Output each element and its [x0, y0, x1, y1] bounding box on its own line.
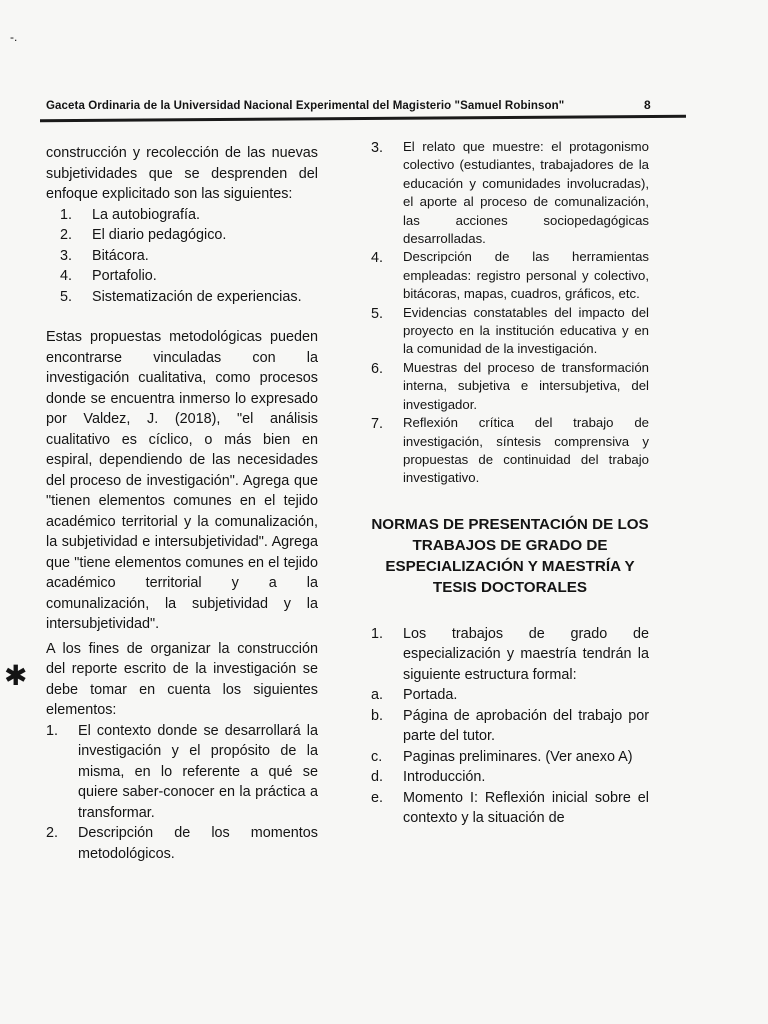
list-item: 2. El diario pedagógico. — [60, 227, 227, 243]
handwritten-asterisk-icon: ✱ — [4, 659, 28, 692]
list-item: d. Introducción. — [371, 769, 486, 786]
list-item: 1. El contexto donde se desarrollará la investigación y el propósito de la misma, en lo referente a qué se quiere saber-conocer en la práctica a transformar. — [46, 722, 318, 821]
list-item: 5. Sistematización de experiencias. — [60, 288, 302, 305]
page-header-title: Gaceta Ordinaria de la Universidad Nacional Experimental del Magisterio "Samuel Robinson" — [46, 100, 565, 112]
corner-mark: -. — [10, 30, 18, 44]
left-column — [46, 143, 318, 864]
list-item: e. Momento I: Reflexión inicial sobre el contexto y la situación de — [371, 789, 649, 827]
list-item: 3. El relato que muestre: el protagonismo colectivo (estudiantes, trabajadores de la educación y comunidades involucradas), el aporte al proceso de comunalización, las acciones sociopedagógicas desarrolladas. — [371, 139, 649, 247]
page-number: 8 — [644, 98, 651, 112]
methodology-paragraph: Estas propuestas metodológicas pueden encontrarse vinculadas con la investigación cualitativa, como procesos donde se encuentra inmerso lo expresado por Valdez, J. (2018), "el análisis cualitativo es cíclico, o más bien en espiral, dependiendo de las necesidades del proceso de investigación". Agrega que "tienen elementos comunes en el tejido académico territorial y la comunalización, la subjetividad e intersubjetividad". Agrega que "tiene elementos comunes en el tejido académico territorial y a la comunalización, la subjetividad y la intersubjetividad". — [46, 329, 318, 632]
header-rule — [40, 115, 686, 123]
section-heading: NORMAS DE PRESENTACIÓN DE LOS TRABAJOS DE GRADO DE ESPECIALIZACIÓN Y MAESTRÍA Y TESIS DOCTORALES — [371, 515, 649, 596]
list-item: 3. Bitácora. — [60, 247, 149, 264]
list-item: 4. Portafolio. — [60, 268, 157, 284]
list-item: 4. Descripción de las herramientas empleadas: registro personal y colectivo, bitácoras, mapas, cuadros, gráficos, etc. — [371, 249, 649, 302]
list-item: 7. Reflexión crítica del trabajo de investigación, síntesis comprensiva y propuestas de continuidad del trabajo investigativo. — [371, 415, 649, 486]
list-item: 2. Descripción de los momentos metodológicos. — [46, 825, 318, 862]
list-item: b. Página de aprobación del trabajo por parte del tutor. — [371, 707, 649, 745]
subjectivity-list — [46, 205, 318, 308]
report-elements-paragraph: A los fines de organizar la construcción del reporte escrito de la investigación se debe tomar en cuenta los siguientes elementos: — [46, 640, 318, 718]
list-item: 5. Evidencias constatables del impacto del proyecto en la institución educativa y en la comunidad de la investigación. — [371, 304, 649, 357]
list-item: 1. Los trabajos de grado de especialización y maestría tendrán la siguiente estructura formal: — [371, 625, 649, 683]
right-column — [371, 138, 649, 829]
intro-paragraph: construcción y recolección de las nuevas subjetividades que se desprenden del enfoque explicitado son las siguientes: — [46, 145, 318, 202]
list-item: 1. La autobiografía. — [60, 206, 201, 223]
list-item: c. Paginas preliminares. (Ver anexo A) — [371, 748, 633, 765]
list-item: a. Portada. — [371, 687, 458, 704]
list-item: 6. Muestras del proceso de transformación interna, subjetiva e intersubjetiva, del investigador. — [371, 359, 649, 412]
